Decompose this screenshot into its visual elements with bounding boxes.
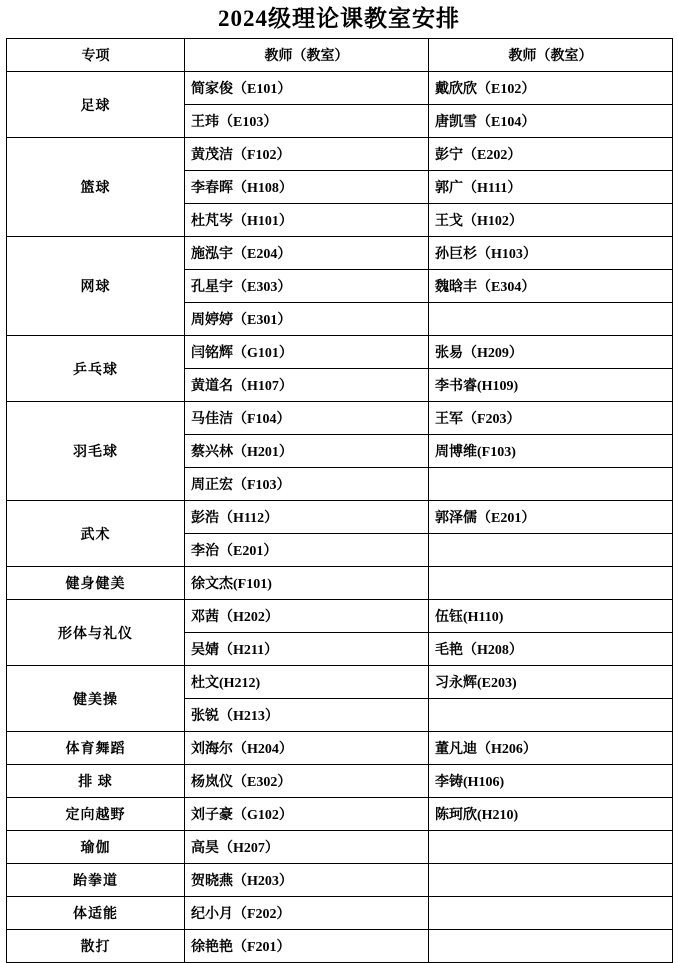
column-header-teacher-2: 教师（教室） — [429, 39, 673, 72]
subject-cell: 篮球 — [7, 138, 185, 237]
table-row — [7, 237, 673, 270]
teacher-cell-2: 习永辉(E203) — [429, 666, 673, 699]
table-row — [7, 501, 673, 534]
subject-cell: 健美操 — [7, 666, 185, 732]
teacher-cell-2: 孙巨杉（H103） — [429, 237, 673, 270]
teacher-cell-1: 徐艳艳（F201） — [185, 930, 429, 963]
table-row — [7, 831, 673, 864]
page-title: 2024级理论课教室安排 — [218, 6, 460, 31]
table-row — [7, 567, 673, 600]
teacher-cell-1: 徐文杰(F101) — [185, 567, 429, 600]
teacher-cell-2: 伍钰(H110) — [429, 600, 673, 633]
table-row — [7, 402, 673, 435]
column-header-teacher-1: 教师（教室） — [185, 39, 429, 72]
teacher-cell-2: 郭广（H111） — [429, 171, 673, 204]
teacher-cell-1: 刘子豪（G102） — [185, 798, 429, 831]
teacher-cell-2: 陈珂欣(H210) — [429, 798, 673, 831]
teacher-cell-1: 彭浩（H112） — [185, 501, 429, 534]
subject-cell: 体育舞蹈 — [7, 732, 185, 765]
subject-cell: 瑜伽 — [7, 831, 185, 864]
teacher-cell-2: 李书睿(H109) — [429, 369, 673, 402]
teacher-cell-2: 王戈（H102） — [429, 204, 673, 237]
teacher-cell-1: 施泓宇（E204） — [185, 237, 429, 270]
teacher-cell-1: 纪小月（F202） — [185, 897, 429, 930]
teacher-cell-2: 周博维(F103) — [429, 435, 673, 468]
subject-cell: 乒乓球 — [7, 336, 185, 402]
teacher-cell-1: 张锐（H213） — [185, 699, 429, 732]
teacher-cell-2 — [429, 567, 673, 600]
table-row — [7, 666, 673, 699]
teacher-cell-2: 王军（F203） — [429, 402, 673, 435]
teacher-cell-1: 周婷婷（E301） — [185, 303, 429, 336]
teacher-cell-2: 李铸(H106) — [429, 765, 673, 798]
teacher-cell-2: 彭宁（E202） — [429, 138, 673, 171]
teacher-cell-1: 高昊（H207） — [185, 831, 429, 864]
subject-cell: 散打 — [7, 930, 185, 963]
table-row — [7, 930, 673, 963]
subject-cell: 跆拳道 — [7, 864, 185, 897]
teacher-cell-2: 张易（H209） — [429, 336, 673, 369]
table-row — [7, 732, 673, 765]
table-row — [7, 765, 673, 798]
subject-cell: 羽毛球 — [7, 402, 185, 501]
teacher-cell-2: 唐凯雪（E104） — [429, 105, 673, 138]
table-body — [7, 72, 673, 963]
subject-cell: 足球 — [7, 72, 185, 138]
table-row — [7, 138, 673, 171]
table-row — [7, 72, 673, 105]
classroom-schedule-table — [6, 38, 673, 963]
teacher-cell-2: 董凡迪（H206） — [429, 732, 673, 765]
teacher-cell-1: 吴婧（H211） — [185, 633, 429, 666]
teacher-cell-1: 邓茜（H202） — [185, 600, 429, 633]
column-header-subject: 专项 — [7, 39, 185, 72]
subject-cell: 健身健美 — [7, 567, 185, 600]
teacher-cell-2 — [429, 303, 673, 336]
teacher-cell-1: 马佳洁（F104） — [185, 402, 429, 435]
teacher-cell-2 — [429, 930, 673, 963]
teacher-cell-2: 郭泽儒（E201） — [429, 501, 673, 534]
teacher-cell-1: 孔星宇（E303） — [185, 270, 429, 303]
table-header — [7, 39, 673, 72]
teacher-cell-2 — [429, 468, 673, 501]
table-row — [7, 897, 673, 930]
teacher-cell-1: 杨岚仪（E302） — [185, 765, 429, 798]
subject-cell: 武术 — [7, 501, 185, 567]
teacher-cell-1: 贺晓燕（H203） — [185, 864, 429, 897]
table-row — [7, 600, 673, 633]
teacher-cell-2: 魏晗丰（E304） — [429, 270, 673, 303]
teacher-cell-1: 闫铭辉（G101） — [185, 336, 429, 369]
teacher-cell-1: 杜文(H212) — [185, 666, 429, 699]
teacher-cell-1: 周正宏（F103） — [185, 468, 429, 501]
teacher-cell-1: 李治（E201） — [185, 534, 429, 567]
table-row — [7, 864, 673, 897]
teacher-cell-2 — [429, 534, 673, 567]
subject-cell: 网球 — [7, 237, 185, 336]
teacher-cell-1: 刘海尔（H204） — [185, 732, 429, 765]
teacher-cell-1: 王玮（E103） — [185, 105, 429, 138]
teacher-cell-2 — [429, 864, 673, 897]
subject-cell: 形体与礼仪 — [7, 600, 185, 666]
subject-cell: 排 球 — [7, 765, 185, 798]
teacher-cell-2: 戴欣欣（E102） — [429, 72, 673, 105]
teacher-cell-2: 毛艳（H208） — [429, 633, 673, 666]
teacher-cell-2 — [429, 699, 673, 732]
teacher-cell-1: 黄茂洁（F102） — [185, 138, 429, 171]
table-row — [7, 798, 673, 831]
teacher-cell-1: 李春晖（H108） — [185, 171, 429, 204]
teacher-cell-1: 黄道名（H107） — [185, 369, 429, 402]
table-header-row — [7, 39, 673, 72]
teacher-cell-1: 杜芃岑（H101） — [185, 204, 429, 237]
teacher-cell-2 — [429, 897, 673, 930]
teacher-cell-2 — [429, 831, 673, 864]
teacher-cell-1: 简家俊（E101） — [185, 72, 429, 105]
subject-cell: 体适能 — [7, 897, 185, 930]
subject-cell: 定向越野 — [7, 798, 185, 831]
teacher-cell-1: 蔡兴林（H201） — [185, 435, 429, 468]
table-row — [7, 336, 673, 369]
